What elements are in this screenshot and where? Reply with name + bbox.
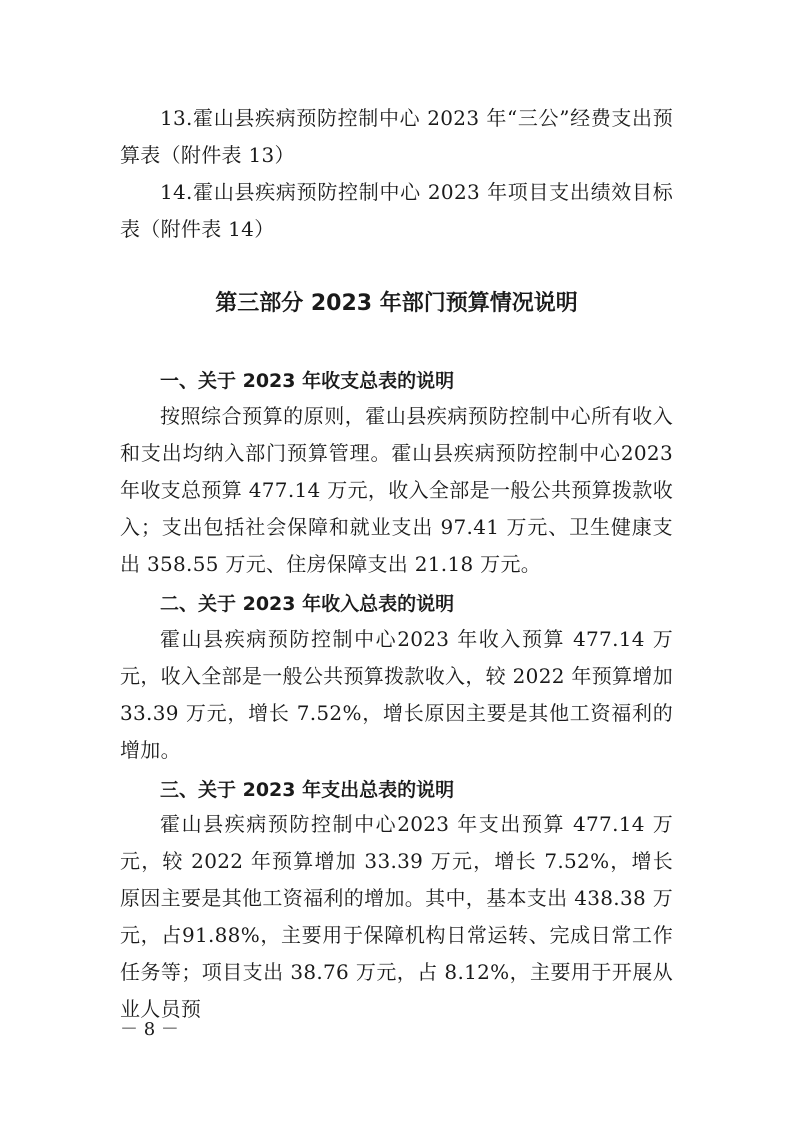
section-heading-2: 二、关于 2023 年收入总表的说明: [160, 593, 455, 615]
section-heading-3: 三、关于 2023 年支出总表的说明: [160, 779, 455, 801]
section-body-3: 霍山县疾病预防控制中心2023 年支出预算 477.14 万元，较 2022 年预算增加 33.39 万元，增长 7.52%，增长原因主要是其他工资福利的增加。其中，基本支出 438.38 万元，占91.88%，主要用于保障机构日常运转、完成日常工作任务等；项目支出 38.76 万元，占 8.12%，主要用于开展从业人员预: [120, 812, 673, 1021]
section-body-2: 霍山县疾病预防控制中心2023 年收入预算 477.14 万元，收入全部是一般公共预算拨款收入，较 2022 年预算增加33.39 万元，增长 7.52%，增长原因主要是其他工资福利的增加。: [120, 627, 673, 762]
section-body-1: 按照综合预算的原则，霍山县疾病预防控制中心所有收入和支出均纳入部门预算管理。霍山县疾病预防控制中心2023 年收支总预算 477.14 万元，收入全部是一般公共预算拨款收入；支出包括社会保障和就业支出 97.41 万元、卫生健康支出 358.55 万元、住房保障支出 21.18 万元。: [120, 404, 673, 576]
section-title: 第三部分 2023 年部门预算情况说明: [215, 291, 578, 316]
section-heading-1: 一、关于 2023 年收支总表的说明: [160, 370, 455, 392]
attachment-item-13: 13.霍山县疾病预防控制中心 2023 年“三公”经费支出预算表（附件表 13）: [120, 106, 673, 167]
page-number: － 8 －: [120, 1019, 179, 1040]
attachment-item-14: 14.霍山县疾病预防控制中心 2023 年项目支出绩效目标表（附件表 14）: [120, 180, 673, 241]
